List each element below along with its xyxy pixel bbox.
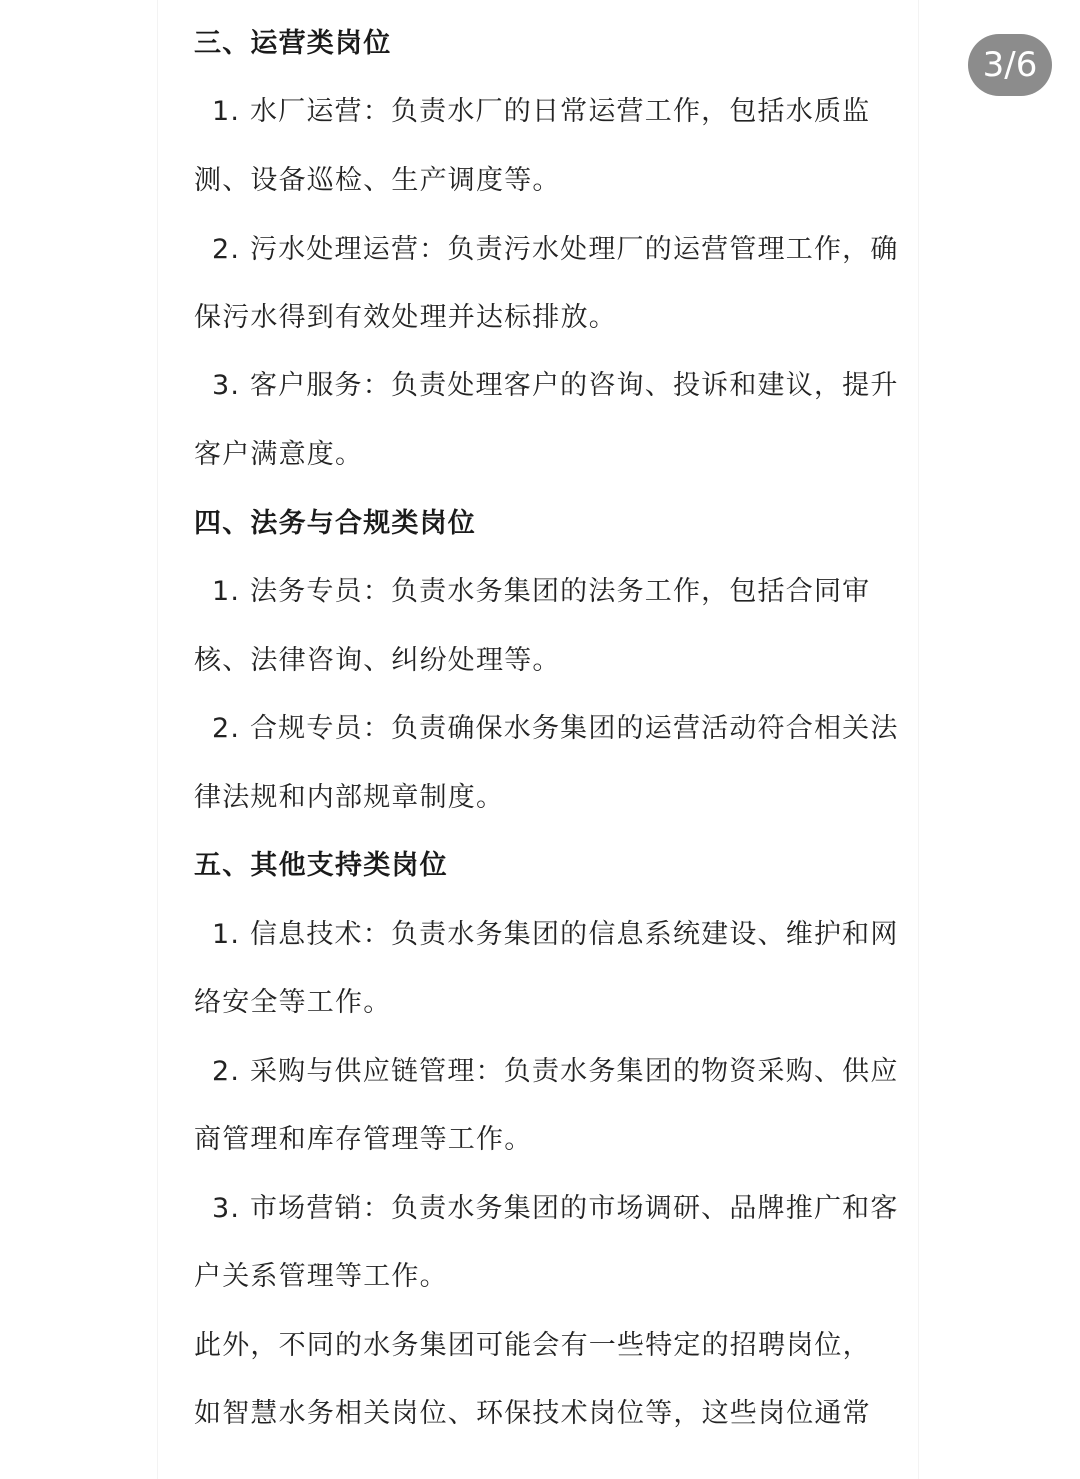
page-indicator-badge: 3/6 (968, 34, 1052, 96)
paragraph-line: 商管理和库存管理等工作。 (194, 1124, 533, 1155)
paragraph-line: 络安全等工作。 (194, 987, 392, 1018)
paragraph-line: 核、法律咨询、纠纷处理等。 (194, 645, 561, 676)
paragraph-line: 律法规和内部规章制度。 (194, 782, 505, 813)
paragraph-line: 2. 污水处理运营：负责污水处理厂的运营管理工作，确 (212, 234, 899, 265)
paragraph-line: 测、设备巡检、生产调度等。 (194, 165, 561, 196)
paragraph-line: 2. 合规专员：负责确保水务集团的运营活动符合相关法 (212, 713, 899, 744)
section-heading-operations: 三、运营类岗位 (194, 28, 392, 59)
paragraph-line: 户关系管理等工作。 (194, 1261, 448, 1292)
document-page (158, 0, 918, 1479)
section-heading-legal: 四、法务与合规类岗位 (194, 508, 476, 539)
paragraph-line: 保污水得到有效处理并达标排放。 (194, 302, 617, 333)
paragraph-line: 如智慧水务相关岗位、环保技术岗位等，这些岗位通常 (194, 1398, 871, 1429)
paragraph-line: 3. 客户服务：负责处理客户的咨询、投诉和建议，提升 (212, 370, 899, 401)
paragraph-line: 3. 市场营销：负责水务集团的市场调研、品牌推广和客 (212, 1193, 899, 1224)
paragraph-line: 2. 采购与供应链管理：负责水务集团的物资采购、供应 (212, 1056, 899, 1087)
paragraph-line: 1. 水厂运营：负责水厂的日常运营工作，包括水质监 (212, 96, 871, 127)
paragraph-line: 此外，不同的水务集团可能会有一些特定的招聘岗位， (194, 1330, 871, 1361)
paragraph-line: 1. 法务专员：负责水务集团的法务工作，包括合同审 (212, 576, 871, 607)
paragraph-line: 1. 信息技术：负责水务集团的信息系统建设、维护和网 (212, 919, 899, 950)
paragraph-line: 客户满意度。 (194, 439, 364, 470)
section-heading-support: 五、其他支持类岗位 (194, 850, 448, 881)
